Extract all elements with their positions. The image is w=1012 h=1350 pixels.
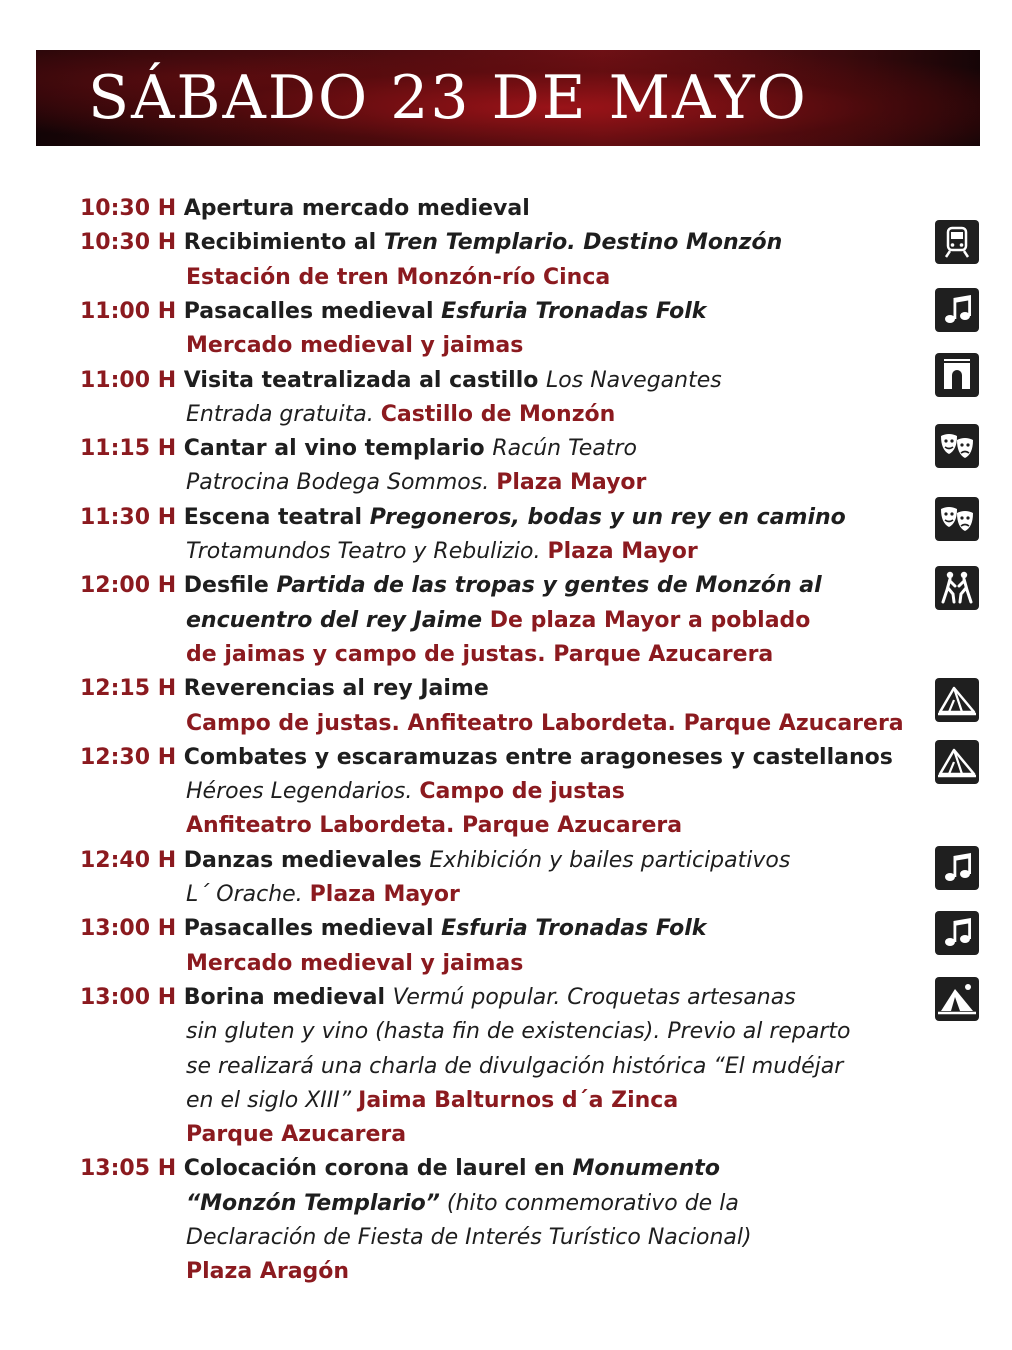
event-text: Pasacalles medieval bbox=[183, 298, 442, 324]
event-line bbox=[80, 192, 530, 226]
event-detail-line bbox=[186, 261, 610, 295]
theater-masks-icon bbox=[935, 424, 979, 468]
event-line bbox=[80, 981, 796, 1015]
event-time: 12:40 H bbox=[80, 847, 184, 873]
music-note-icon bbox=[935, 911, 979, 955]
event-time: 11:15 H bbox=[80, 436, 184, 462]
event-text: Reverencias al rey Jaime bbox=[183, 676, 489, 702]
event-text: encuentro del rey Jaime bbox=[186, 607, 490, 633]
event-text: Esfuria Tronadas Folk bbox=[441, 916, 707, 942]
event-text: Apertura mercado medieval bbox=[183, 196, 530, 221]
event-location: Jaima Balturnos d´a Zinca bbox=[358, 1087, 679, 1113]
header-banner bbox=[36, 50, 980, 146]
event-time: 12:15 H bbox=[80, 676, 184, 702]
event-detail-line bbox=[186, 638, 773, 672]
event-time: 10:30 H bbox=[80, 230, 184, 256]
event-time: 11:30 H bbox=[80, 504, 184, 530]
event-text: L´ Orache. bbox=[186, 882, 310, 907]
event-time: 13:05 H bbox=[80, 1156, 184, 1182]
event-detail-line bbox=[186, 878, 460, 912]
event-text: se realizará una charla de divulgación histórica “El mudéjar bbox=[186, 1053, 844, 1079]
event-location: Plaza Mayor bbox=[309, 882, 460, 907]
event-location: Mercado medieval y jaimas bbox=[186, 950, 524, 976]
event-time: 12:30 H bbox=[80, 744, 184, 770]
event-detail-line bbox=[186, 1118, 406, 1152]
event-line bbox=[80, 501, 846, 535]
event-detail-line bbox=[186, 1050, 843, 1084]
event-location: Plaza Mayor bbox=[496, 470, 647, 496]
music-note-icon bbox=[935, 846, 979, 890]
event-text: en el siglo XIII” bbox=[186, 1087, 359, 1113]
event-text: Patrocina Bodega Sommos. bbox=[186, 470, 497, 496]
event-detail-line bbox=[186, 604, 810, 638]
event-text: Declaración de Fiesta de Interés Turístico Nacional) bbox=[186, 1225, 752, 1250]
event-text: Escena teatral bbox=[183, 504, 370, 530]
hikers-icon bbox=[935, 566, 979, 610]
event-location: De plaza Mayor a poblado bbox=[489, 607, 811, 633]
theater-masks-icon bbox=[935, 497, 979, 541]
event-text: Recibimiento al bbox=[183, 230, 384, 256]
event-location: Plaza Aragón bbox=[186, 1259, 350, 1285]
event-line bbox=[80, 1152, 720, 1186]
tent-icon bbox=[935, 740, 979, 784]
event-detail-line bbox=[186, 398, 615, 432]
event-location: Campo de justas bbox=[419, 779, 625, 805]
event-line bbox=[80, 844, 790, 878]
event-text: Los Navegantes bbox=[546, 367, 722, 393]
event-text: Pregoneros, bodas y un rey en camino bbox=[369, 504, 846, 530]
event-detail-line bbox=[186, 535, 698, 569]
event-line bbox=[80, 432, 637, 466]
event-location: Estación de tren Monzón-río Cinca bbox=[186, 264, 611, 290]
event-time: 12:00 H bbox=[80, 573, 184, 599]
event-location: Castillo de Monzón bbox=[380, 401, 616, 427]
event-text: Borina medieval bbox=[183, 984, 393, 1010]
event-detail-line bbox=[186, 1221, 752, 1255]
music-note-icon bbox=[935, 288, 979, 332]
event-detail-line bbox=[186, 1255, 349, 1289]
event-text: Entrada gratuita. bbox=[186, 401, 381, 427]
event-time: 10:30 H bbox=[80, 196, 184, 221]
event-text: Héroes Legendarios. bbox=[186, 779, 420, 805]
event-text: Visita teatralizada al castillo bbox=[183, 367, 547, 393]
event-location: Parque Azucarera bbox=[186, 1122, 407, 1148]
event-text: Vermú popular. Croquetas artesanas bbox=[392, 984, 796, 1010]
event-detail-line bbox=[186, 947, 523, 981]
event-time: 11:00 H bbox=[80, 367, 184, 393]
event-text: Colocación corona de laurel en bbox=[183, 1156, 573, 1182]
event-time: 13:00 H bbox=[80, 916, 184, 942]
event-line bbox=[80, 364, 722, 398]
event-text: Combates y escaramuzas entre aragoneses y castellanos bbox=[183, 744, 893, 770]
event-text: Exhibición y bailes participativos bbox=[429, 847, 791, 873]
event-detail-line bbox=[186, 1187, 739, 1221]
event-line bbox=[80, 569, 822, 603]
event-text: Racún Teatro bbox=[492, 436, 637, 462]
event-detail-line bbox=[186, 1015, 851, 1049]
event-line bbox=[80, 912, 706, 946]
page-title: SÁBADO 23 DE MAYO bbox=[88, 63, 808, 133]
event-time: 11:00 H bbox=[80, 298, 184, 324]
tent-icon bbox=[935, 678, 979, 722]
event-text: Pasacalles medieval bbox=[183, 916, 442, 942]
event-text: Danzas medievales bbox=[183, 847, 430, 873]
event-text: sin gluten y vino (hasta fin de existencias). Previo al reparto bbox=[186, 1019, 851, 1045]
event-text: (hito conmemorativo de la bbox=[439, 1190, 739, 1216]
event-text: Desfile bbox=[183, 573, 277, 599]
event-text: “Monzón Templario” bbox=[186, 1190, 440, 1216]
event-location: de jaimas y campo de justas. Parque Azucarera bbox=[186, 641, 774, 667]
event-text: Tren Templario. Destino Monzón bbox=[383, 230, 783, 256]
event-line bbox=[80, 741, 893, 775]
event-text: Partida de las tropas y gentes de Monzón al bbox=[276, 573, 822, 599]
castle-gate-icon bbox=[935, 353, 979, 397]
event-detail-line bbox=[186, 707, 904, 741]
event-detail-line bbox=[186, 809, 682, 843]
camping-icon bbox=[935, 977, 979, 1021]
train-icon bbox=[935, 220, 979, 264]
event-line bbox=[80, 295, 706, 329]
event-detail-line bbox=[186, 1084, 678, 1118]
event-location: Campo de justas. Anfiteatro Labordeta. Parque Azucarera bbox=[186, 710, 904, 736]
event-location: Mercado medieval y jaimas bbox=[186, 333, 524, 359]
event-location: Anfiteatro Labordeta. Parque Azucarera bbox=[186, 813, 683, 839]
event-detail-line bbox=[186, 775, 625, 809]
event-text: Trotamundos Teatro y Rebulizio. bbox=[186, 539, 548, 564]
event-text: Esfuria Tronadas Folk bbox=[441, 298, 707, 324]
event-line bbox=[80, 672, 489, 706]
event-detail-line bbox=[186, 329, 523, 363]
event-location: Plaza Mayor bbox=[547, 539, 698, 564]
event-time: 13:00 H bbox=[80, 984, 184, 1010]
event-detail-line bbox=[186, 466, 646, 500]
event-text: Monumento bbox=[572, 1156, 720, 1182]
event-line bbox=[80, 226, 782, 260]
event-text: Cantar al vino templario bbox=[183, 436, 493, 462]
